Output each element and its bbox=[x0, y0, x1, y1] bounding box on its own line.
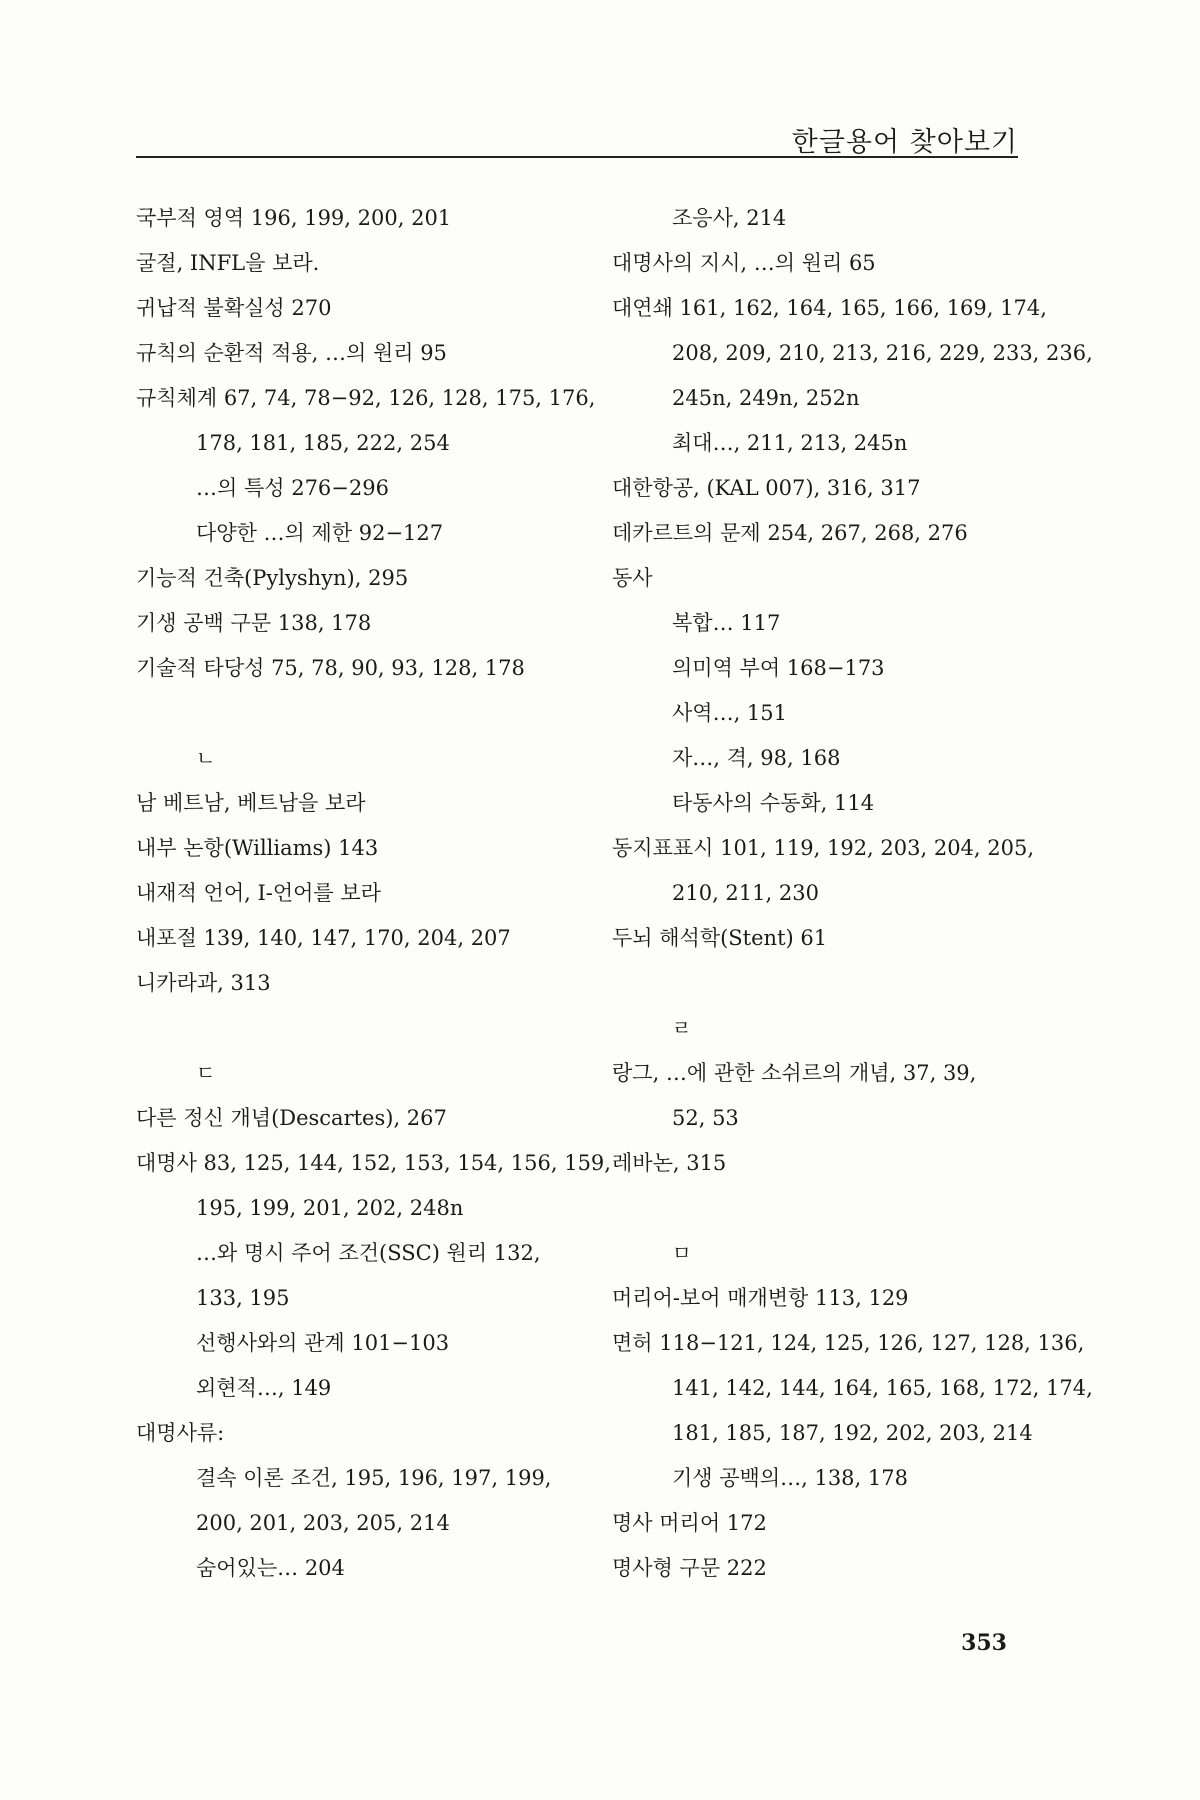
index-subentry: 최대…, 211, 213, 245n bbox=[672, 431, 908, 455]
index-subentry: 숨어있는… 204 bbox=[196, 1556, 345, 1580]
index-subentry: 사역…, 151 bbox=[672, 701, 788, 725]
index-entry: 머리어-보어 매개변항 113, 129 bbox=[612, 1286, 909, 1310]
index-entry: 대명사류: bbox=[136, 1421, 225, 1445]
index-subentry: 자…, 격, 98, 168 bbox=[672, 746, 841, 770]
index-subentry: 200, 201, 203, 205, 214 bbox=[196, 1511, 450, 1535]
page-number: 353 bbox=[961, 1630, 1007, 1656]
index-subentry: 선행사와의 관계 101−103 bbox=[196, 1331, 450, 1355]
index-entry: 규칙의 순환적 적용, …의 원리 95 bbox=[136, 341, 447, 365]
index-subentry: 기생 공백의…, 138, 178 bbox=[672, 1466, 908, 1490]
index-entry: 명사형 구문 222 bbox=[612, 1556, 767, 1580]
index-subentry: 외현적…, 149 bbox=[196, 1376, 332, 1400]
section-letter: ㄹ bbox=[672, 1016, 692, 1040]
index-entry: 명사 머리어 172 bbox=[612, 1511, 767, 1535]
index-entry: 두뇌 해석학(Stent) 61 bbox=[612, 926, 828, 950]
index-entry: 대명사의 지시, …의 원리 65 bbox=[612, 251, 876, 275]
index-entry: 대연쇄 161, 162, 164, 165, 166, 169, 174, bbox=[612, 296, 1047, 320]
index-subentry: …와 명시 주어 조건(SSC) 원리 132, bbox=[196, 1241, 541, 1265]
index-entry: 동지표표시 101, 119, 192, 203, 204, 205, bbox=[612, 836, 1035, 860]
index-subentry: 52, 53 bbox=[672, 1106, 739, 1130]
index-subentry: 다양한 …의 제한 92−127 bbox=[196, 521, 444, 545]
index-subentry: 181, 185, 187, 192, 202, 203, 214 bbox=[672, 1421, 1033, 1445]
index-entry: 동사 bbox=[612, 566, 653, 590]
index-subentry: 178, 181, 185, 222, 254 bbox=[196, 431, 450, 455]
index-subentry: …의 특성 276−296 bbox=[196, 476, 389, 500]
index-entry: 기술적 타당성 75, 78, 90, 93, 128, 178 bbox=[136, 656, 525, 680]
index-entry: 기능적 건축(Pylyshyn), 295 bbox=[136, 566, 409, 590]
index-subentry: 245n, 249n, 252n bbox=[672, 386, 860, 410]
index-entry: 남 베트남, 베트남을 보라 bbox=[136, 791, 366, 815]
index-entry: 랑그, …에 관한 소쉬르의 개념, 37, 39, bbox=[612, 1061, 977, 1085]
index-subentry: 210, 211, 230 bbox=[672, 881, 819, 905]
index-subentry: 타동사의 수동화, 114 bbox=[672, 791, 875, 815]
index-entry: 규칙체계 67, 74, 78−92, 126, 128, 175, 176, bbox=[136, 386, 596, 410]
index-column-right bbox=[612, 196, 1093, 1591]
index-entry: 국부적 영역 196, 199, 200, 201 bbox=[136, 206, 452, 230]
header-rule bbox=[136, 156, 1018, 158]
section-spacer bbox=[612, 961, 1072, 1006]
index-subentry: 복합… 117 bbox=[672, 611, 781, 635]
index-entry: 대한항공, (KAL 007), 316, 317 bbox=[612, 476, 921, 500]
section-spacer bbox=[136, 1006, 596, 1051]
index-subentry: 의미역 부여 168−173 bbox=[672, 656, 885, 680]
index-entry: 내포절 139, 140, 147, 170, 204, 207 bbox=[136, 926, 511, 950]
running-head: 한글용어 찾아보기 bbox=[791, 127, 1018, 158]
section-letter: ㄷ bbox=[196, 1061, 216, 1085]
index-entry: 내재적 언어, I-언어를 보라 bbox=[136, 881, 381, 905]
index-subentry: 195, 199, 201, 202, 248n bbox=[196, 1196, 464, 1220]
index-entry: 데카르트의 문제 254, 267, 268, 276 bbox=[612, 521, 968, 545]
index-entry: 대명사 83, 125, 144, 152, 153, 154, 156, 159, bbox=[136, 1151, 611, 1175]
index-subentry: 208, 209, 210, 213, 216, 229, 233, 236, bbox=[672, 341, 1093, 365]
index-entry: 니카라과, 313 bbox=[136, 971, 271, 995]
index-entry: 다른 정신 개념(Descartes), 267 bbox=[136, 1106, 447, 1130]
section-spacer bbox=[612, 1186, 1072, 1231]
index-subentry: 조응사, 214 bbox=[672, 206, 787, 230]
index-entry: 기생 공백 구문 138, 178 bbox=[136, 611, 372, 635]
section-spacer bbox=[136, 691, 596, 736]
index-entry: 면허 118−121, 124, 125, 126, 127, 128, 136, bbox=[612, 1331, 1085, 1355]
index-column-left bbox=[136, 196, 611, 1591]
index-subentry: 결속 이론 조건, 195, 196, 197, 199, bbox=[196, 1466, 552, 1490]
index-entry: 귀납적 불확실성 270 bbox=[136, 296, 332, 320]
index-subentry: 133, 195 bbox=[196, 1286, 290, 1310]
index-entry: 레바논, 315 bbox=[612, 1151, 727, 1175]
section-letter: ㅁ bbox=[672, 1241, 692, 1265]
index-entry: 굴절, INFL을 보라. bbox=[136, 251, 320, 275]
section-letter: ㄴ bbox=[196, 746, 216, 770]
index-subentry: 141, 142, 144, 164, 165, 168, 172, 174, bbox=[672, 1376, 1093, 1400]
index-entry: 내부 논항(Williams) 143 bbox=[136, 836, 379, 860]
